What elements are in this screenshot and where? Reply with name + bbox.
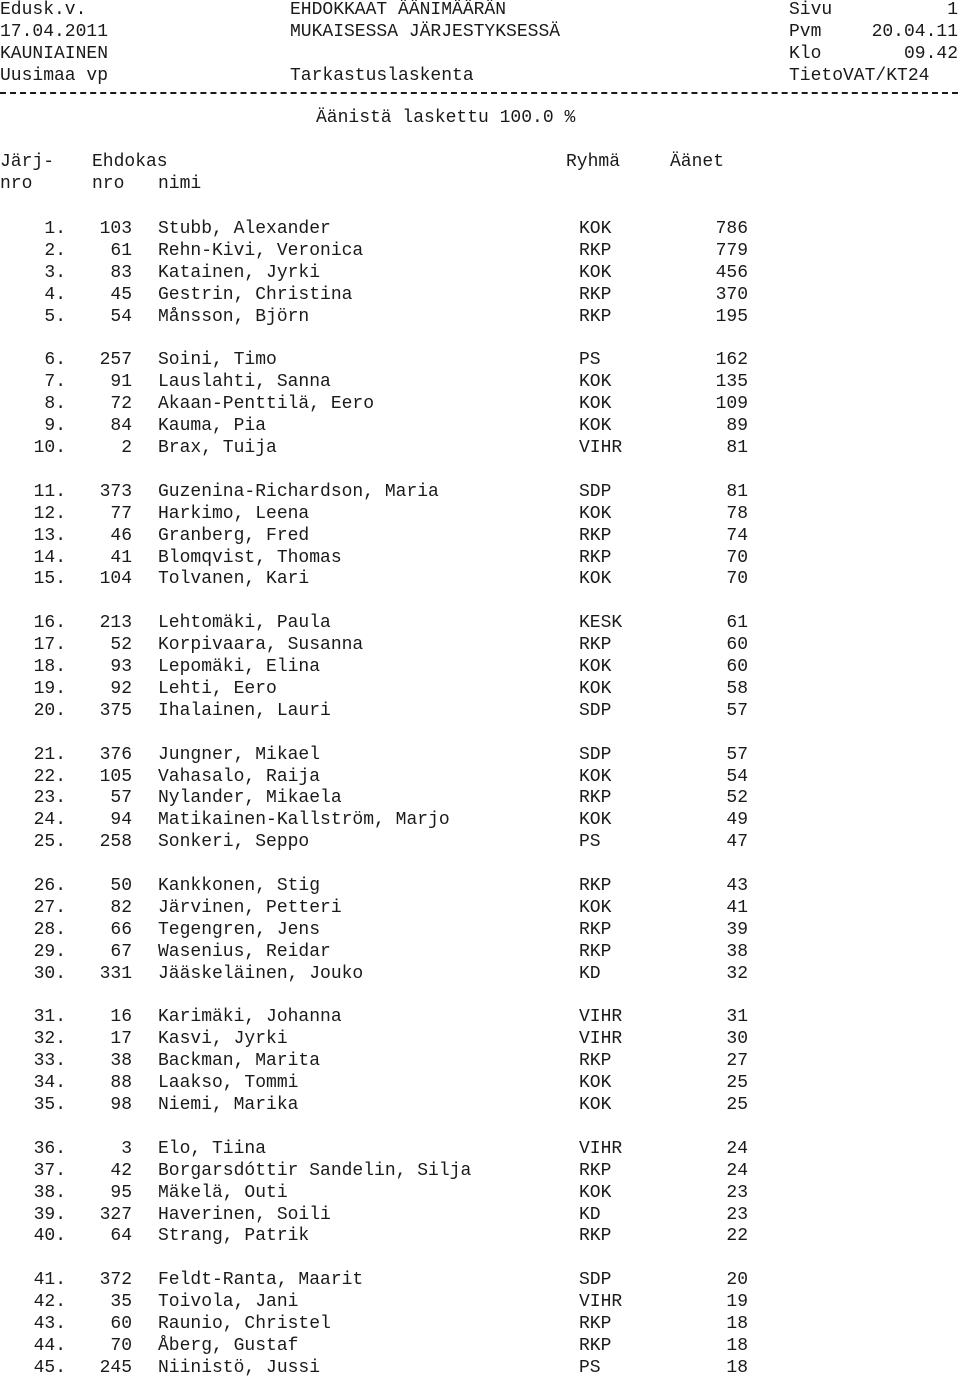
rank-cell: 22. <box>33 766 66 787</box>
votes-cell: 18 <box>726 1314 748 1334</box>
page-number: 1 <box>947 0 958 20</box>
votes-cell: 19 <box>726 1292 748 1313</box>
candidate-name-cell: Feldt-Ranta, Maarit <box>158 1270 364 1291</box>
votes-cell: 370 <box>715 284 748 305</box>
table-row <box>0 1225 960 1247</box>
votes-cell: 18 <box>726 1357 748 1378</box>
rank-cell: 30. <box>33 963 66 984</box>
rank-cell: 26. <box>33 876 66 896</box>
group-cell: RKP <box>579 1314 612 1334</box>
votes-cell: 456 <box>715 262 748 283</box>
votes-cell: 18 <box>726 1335 748 1356</box>
candidate-number-cell: 72 <box>110 394 132 415</box>
candidate-number-cell: 93 <box>110 657 132 677</box>
group-cell: VIHR <box>579 1292 623 1313</box>
candidate-name-cell: Kankkonen, Stig <box>158 876 321 896</box>
group-cell: VIHR <box>579 1029 623 1050</box>
votes-cell: 60 <box>726 635 748 656</box>
candidate-name-cell: Haverinen, Soili <box>158 1204 331 1225</box>
table-row <box>0 1269 960 1291</box>
candidate-name-cell: Lehtomäki, Paula <box>158 613 331 634</box>
rank-cell: 10. <box>33 438 66 458</box>
candidate-number-cell: 17 <box>110 1029 132 1050</box>
votes-cell: 52 <box>726 788 748 809</box>
table-row <box>0 1094 960 1116</box>
candidate-number-cell: 213 <box>99 613 132 634</box>
col-aanet: Äänet <box>670 152 725 172</box>
rank-cell: 5. <box>44 306 66 327</box>
votes-cell: 109 <box>715 394 748 415</box>
candidate-name-cell: Borgarsdóttir Sandelin, Silja <box>158 1160 472 1181</box>
table-row <box>0 525 960 547</box>
votes-cell: 20 <box>726 1270 748 1291</box>
votes-cell: 70 <box>726 547 748 568</box>
table-row <box>0 1204 960 1226</box>
table-row <box>0 897 960 919</box>
group-cell: RKP <box>579 941 612 962</box>
group-cell: KOK <box>579 810 612 831</box>
table-row <box>0 1006 960 1028</box>
votes-cell: 61 <box>726 613 748 634</box>
candidate-number-cell: 54 <box>110 306 132 327</box>
rank-cell: 31. <box>33 1007 66 1028</box>
candidate-number-cell: 95 <box>110 1182 132 1203</box>
candidate-number-cell: 2 <box>121 438 132 458</box>
rank-cell: 17. <box>33 635 66 656</box>
votes-cell: 41 <box>726 897 748 918</box>
candidate-name-cell: Niemi, Marika <box>158 1095 299 1115</box>
candidate-name-cell: Sonkeri, Seppo <box>158 832 310 853</box>
candidate-number-cell: 94 <box>110 810 132 831</box>
candidate-name-cell: Katainen, Jyrki <box>158 262 321 283</box>
rank-cell: 44. <box>33 1335 66 1356</box>
group-cell: SDP <box>579 744 612 765</box>
candidate-number-cell: 82 <box>110 897 132 918</box>
group-cell: PS <box>579 1357 601 1378</box>
group-cell: KOK <box>579 503 612 524</box>
group-cell: KOK <box>579 394 612 415</box>
candidate-name-cell: Rehn-Kivi, Veronica <box>158 240 364 261</box>
rank-cell: 12. <box>33 503 66 524</box>
votes-cell: 195 <box>715 306 748 327</box>
table-row <box>0 875 960 897</box>
table-row <box>0 941 960 963</box>
report-title-line2: MUKAISESSA JÄRJESTYKSESSÄ <box>290 22 561 42</box>
candidate-name-cell: Gestrin, Christina <box>158 284 353 305</box>
candidate-number-cell: 83 <box>110 262 132 283</box>
candidate-name-cell: Järvinen, Petteri <box>158 897 342 918</box>
candidate-number-cell: 92 <box>110 678 132 699</box>
group-cell: KOK <box>579 262 612 283</box>
rank-cell: 14. <box>33 547 66 568</box>
candidate-name-cell: Kasvi, Jyrki <box>158 1029 288 1050</box>
group-cell: RKP <box>579 547 612 568</box>
candidate-number-cell: 103 <box>99 219 132 239</box>
candidate-number-cell: 257 <box>99 350 132 371</box>
candidate-number-cell: 52 <box>110 635 132 656</box>
candidate-name-cell: Blomqvist, Thomas <box>158 547 342 568</box>
table-row <box>0 766 960 788</box>
table-row <box>0 656 960 678</box>
group-cell: RKP <box>579 635 612 656</box>
rank-cell: 37. <box>33 1160 66 1181</box>
group-cell: KOK <box>579 569 612 590</box>
group-cell: RKP <box>579 306 612 327</box>
group-cell: KESK <box>579 613 623 634</box>
votes-cell: 47 <box>726 832 748 853</box>
candidate-number-cell: 61 <box>110 240 132 261</box>
system-id: TietoVAT/KT24 <box>789 66 930 86</box>
table-row <box>0 415 960 437</box>
table-row <box>0 306 960 328</box>
rank-cell: 9. <box>44 416 66 437</box>
candidate-number-cell: 46 <box>110 525 132 546</box>
table-row <box>0 371 960 393</box>
candidate-number-cell: 77 <box>110 503 132 524</box>
candidate-number-cell: 258 <box>99 832 132 853</box>
candidate-name-cell: Nylander, Mikaela <box>158 788 342 809</box>
rank-cell: 13. <box>33 525 66 546</box>
candidate-name-cell: Strang, Patrik <box>158 1226 310 1247</box>
candidate-name-cell: Karimäki, Johanna <box>158 1007 342 1028</box>
group-cell: SDP <box>579 700 612 721</box>
candidate-name-cell: Brax, Tuija <box>158 438 277 458</box>
group-cell: KOK <box>579 766 612 787</box>
votes-cell: 57 <box>726 744 748 765</box>
table-row <box>0 349 960 371</box>
group-cell: RKP <box>579 525 612 546</box>
col-nro-1: nro <box>0 174 33 194</box>
candidate-name-cell: Jääskeläinen, Jouko <box>158 963 364 984</box>
candidate-number-cell: 57 <box>110 788 132 809</box>
table-row <box>0 240 960 262</box>
municipality: KAUNIAINEN <box>0 44 109 64</box>
candidate-name-cell: Niinistö, Jussi <box>158 1357 321 1378</box>
date-label: Pvm <box>789 22 822 42</box>
table-row <box>0 809 960 831</box>
counted-percentage: Äänistä laskettu 100.0 % <box>316 108 576 128</box>
rank-cell: 6. <box>44 350 66 371</box>
candidate-number-cell: 245 <box>99 1357 132 1378</box>
candidate-name-cell: Tolvanen, Kari <box>158 569 310 590</box>
group-cell: PS <box>579 350 601 371</box>
rank-cell: 41. <box>33 1270 66 1291</box>
candidate-name-cell: Lepomäki, Elina <box>158 657 321 677</box>
count-type: Tarkastuslaskenta <box>290 66 474 86</box>
rank-cell: 7. <box>44 372 66 393</box>
group-cell: KOK <box>579 678 612 699</box>
votes-cell: 25 <box>726 1073 748 1094</box>
candidate-number-cell: 41 <box>110 547 132 568</box>
rank-cell: 1. <box>44 219 66 239</box>
group-cell: VIHR <box>579 1138 623 1159</box>
candidate-number-cell: 98 <box>110 1095 132 1115</box>
votes-cell: 58 <box>726 678 748 699</box>
candidate-number-cell: 16 <box>110 1007 132 1028</box>
group-cell: RKP <box>579 1051 612 1072</box>
rank-cell: 27. <box>33 897 66 918</box>
table-row <box>0 1335 960 1357</box>
rank-cell: 2. <box>44 240 66 261</box>
candidate-name-cell: Harkimo, Leena <box>158 503 310 524</box>
table-row <box>0 787 960 809</box>
rank-cell: 38. <box>33 1182 66 1203</box>
rank-cell: 24. <box>33 810 66 831</box>
group-cell: VIHR <box>579 1007 623 1028</box>
candidate-number-cell: 372 <box>99 1270 132 1291</box>
candidate-number-cell: 42 <box>110 1160 132 1181</box>
candidate-name-cell: Toivola, Jani <box>158 1292 299 1313</box>
table-row <box>0 919 960 941</box>
rank-cell: 33. <box>33 1051 66 1072</box>
table-row <box>0 1138 960 1160</box>
rank-cell: 45. <box>33 1357 66 1378</box>
candidate-name-cell: Tegengren, Jens <box>158 919 321 940</box>
candidate-number-cell: 105 <box>99 766 132 787</box>
candidate-name-cell: Åberg, Gustaf <box>158 1335 299 1356</box>
group-cell: KOK <box>579 897 612 918</box>
candidate-name-cell: Korpivaara, Susanna <box>158 635 364 656</box>
votes-cell: 78 <box>726 503 748 524</box>
report-title-line1: EHDOKKAAT ÄÄNIMÄÄRÄN <box>290 0 507 20</box>
candidate-number-cell: 88 <box>110 1073 132 1094</box>
rank-cell: 4. <box>44 284 66 305</box>
votes-cell: 24 <box>726 1160 748 1181</box>
table-row <box>0 1160 960 1182</box>
group-cell: RKP <box>579 876 612 896</box>
group-cell: KOK <box>579 372 612 393</box>
group-cell: RKP <box>579 1226 612 1247</box>
candidate-number-cell: 375 <box>99 700 132 721</box>
rank-cell: 32. <box>33 1029 66 1050</box>
rank-cell: 18. <box>33 657 66 677</box>
candidate-name-cell: Mäkelä, Outi <box>158 1182 288 1203</box>
candidate-name-cell: Lauslahti, Sanna <box>158 372 331 393</box>
votes-cell: 30 <box>726 1029 748 1050</box>
votes-cell: 57 <box>726 700 748 721</box>
table-row <box>0 568 960 590</box>
candidate-number-cell: 38 <box>110 1051 132 1072</box>
group-cell: KOK <box>579 657 612 677</box>
candidate-name-cell: Laakso, Tommi <box>158 1073 299 1094</box>
candidate-number-cell: 66 <box>110 919 132 940</box>
votes-cell: 60 <box>726 657 748 677</box>
rank-cell: 28. <box>33 919 66 940</box>
group-cell: KD <box>579 963 601 984</box>
table-row <box>0 963 960 985</box>
candidate-number-cell: 3 <box>121 1138 132 1159</box>
col-ehdokas: Ehdokas <box>92 152 168 172</box>
rank-cell: 19. <box>33 678 66 699</box>
candidate-number-cell: 84 <box>110 416 132 437</box>
rank-cell: 20. <box>33 700 66 721</box>
separator-line <box>0 92 958 94</box>
group-cell: VIHR <box>579 438 623 458</box>
votes-cell: 162 <box>715 350 748 371</box>
constituency: Uusimaa vp <box>0 66 109 86</box>
group-cell: SDP <box>579 1270 612 1291</box>
candidate-number-cell: 91 <box>110 372 132 393</box>
candidate-number-cell: 45 <box>110 284 132 305</box>
rank-cell: 43. <box>33 1314 66 1334</box>
candidate-number-cell: 60 <box>110 1314 132 1334</box>
group-cell: RKP <box>579 919 612 940</box>
votes-cell: 27 <box>726 1051 748 1072</box>
table-row <box>0 678 960 700</box>
candidate-name-cell: Vahasalo, Raija <box>158 766 321 787</box>
candidate-number-cell: 331 <box>99 963 132 984</box>
candidate-name-cell: Jungner, Mikael <box>158 744 321 765</box>
votes-cell: 24 <box>726 1138 748 1159</box>
rank-cell: 29. <box>33 941 66 962</box>
candidate-name-cell: Lehti, Eero <box>158 678 277 699</box>
table-row <box>0 393 960 415</box>
candidate-name-cell: Wasenius, Reidar <box>158 941 331 962</box>
group-cell: RKP <box>579 284 612 305</box>
votes-cell: 23 <box>726 1204 748 1225</box>
votes-cell: 786 <box>715 219 748 239</box>
table-row <box>0 1182 960 1204</box>
votes-cell: 32 <box>726 963 748 984</box>
votes-cell: 779 <box>715 240 748 261</box>
rank-cell: 11. <box>33 481 66 502</box>
table-row <box>0 262 960 284</box>
col-jarj: Järj- <box>0 152 55 172</box>
col-ryhma: Ryhmä <box>566 152 621 172</box>
rank-cell: 39. <box>33 1204 66 1225</box>
table-row <box>0 1357 960 1379</box>
votes-cell: 74 <box>726 525 748 546</box>
group-cell: RKP <box>579 1335 612 1356</box>
candidate-number-cell: 104 <box>99 569 132 590</box>
candidate-name-cell: Kauma, Pia <box>158 416 267 437</box>
candidate-number-cell: 50 <box>110 876 132 896</box>
col-nro-2: nro <box>92 174 125 194</box>
group-cell: KD <box>579 1204 601 1225</box>
candidate-name-cell: Backman, Marita <box>158 1051 321 1072</box>
rank-cell: 42. <box>33 1292 66 1313</box>
table-row <box>0 612 960 634</box>
votes-cell: 70 <box>726 569 748 590</box>
rank-cell: 16. <box>33 613 66 634</box>
candidate-number-cell: 35 <box>110 1292 132 1313</box>
votes-cell: 38 <box>726 941 748 962</box>
group-cell: KOK <box>579 1182 612 1203</box>
table-row <box>0 744 960 766</box>
candidate-name-cell: Guzenina-Richardson, Maria <box>158 481 439 502</box>
candidate-number-cell: 70 <box>110 1335 132 1356</box>
time-label: Klo <box>789 44 822 64</box>
candidate-name-cell: Månsson, Björn <box>158 306 310 327</box>
group-cell: RKP <box>579 788 612 809</box>
table-row <box>0 503 960 525</box>
candidate-name-cell: Stubb, Alexander <box>158 219 331 239</box>
rank-cell: 15. <box>33 569 66 590</box>
table-row <box>0 634 960 656</box>
table-row <box>0 1291 960 1313</box>
candidate-number-cell: 327 <box>99 1204 132 1225</box>
table-row <box>0 547 960 569</box>
table-row <box>0 831 960 853</box>
candidate-name-cell: Matikainen-Kallström, Marjo <box>158 810 450 831</box>
candidate-number-cell: 64 <box>110 1226 132 1247</box>
group-cell: RKP <box>579 240 612 261</box>
table-row <box>0 1050 960 1072</box>
rank-cell: 23. <box>33 788 66 809</box>
election-date: 17.04.2011 <box>0 22 109 42</box>
votes-cell: 81 <box>726 438 748 458</box>
rank-cell: 3. <box>44 262 66 283</box>
votes-cell: 23 <box>726 1182 748 1203</box>
votes-cell: 89 <box>726 416 748 437</box>
rank-cell: 36. <box>33 1138 66 1159</box>
group-cell: SDP <box>579 481 612 502</box>
group-cell: RKP <box>579 1160 612 1181</box>
group-cell: KOK <box>579 219 612 239</box>
table-row <box>0 1313 960 1335</box>
table-row <box>0 481 960 503</box>
votes-cell: 25 <box>726 1095 748 1115</box>
table-row <box>0 1072 960 1094</box>
group-cell: KOK <box>579 1095 612 1115</box>
table-row <box>0 1028 960 1050</box>
votes-cell: 22 <box>726 1226 748 1247</box>
print-time: 09.42 <box>903 44 958 64</box>
rank-cell: 8. <box>44 394 66 415</box>
rank-cell: 34. <box>33 1073 66 1094</box>
votes-cell: 81 <box>726 481 748 502</box>
votes-cell: 31 <box>726 1007 748 1028</box>
candidate-number-cell: 67 <box>110 941 132 962</box>
col-nimi: nimi <box>158 174 202 194</box>
votes-cell: 39 <box>726 919 748 940</box>
candidate-name-cell: Ihalainen, Lauri <box>158 700 331 721</box>
votes-cell: 43 <box>726 876 748 896</box>
candidate-name-cell: Elo, Tiina <box>158 1138 267 1159</box>
candidate-number-cell: 373 <box>99 481 132 502</box>
rank-cell: 35. <box>33 1095 66 1115</box>
rank-cell: 40. <box>33 1226 66 1247</box>
votes-cell: 49 <box>726 810 748 831</box>
page-label: Sivu <box>789 0 833 20</box>
table-row <box>0 284 960 306</box>
print-date: 20.04.11 <box>871 22 958 42</box>
group-cell: KOK <box>579 416 612 437</box>
table-row <box>0 700 960 722</box>
candidate-name-cell: Akaan-Penttilä, Eero <box>158 394 375 415</box>
table-row <box>0 437 960 459</box>
group-cell: KOK <box>579 1073 612 1094</box>
election-name: Edusk.v. <box>0 0 87 20</box>
candidate-name-cell: Granberg, Fred <box>158 525 310 546</box>
table-row <box>0 218 960 240</box>
candidate-name-cell: Soini, Timo <box>158 350 277 371</box>
votes-cell: 135 <box>715 372 748 393</box>
candidate-number-cell: 376 <box>99 744 132 765</box>
rank-cell: 21. <box>33 744 66 765</box>
votes-cell: 54 <box>726 766 748 787</box>
group-cell: PS <box>579 832 601 853</box>
candidate-name-cell: Raunio, Christel <box>158 1314 331 1334</box>
rank-cell: 25. <box>33 832 66 853</box>
